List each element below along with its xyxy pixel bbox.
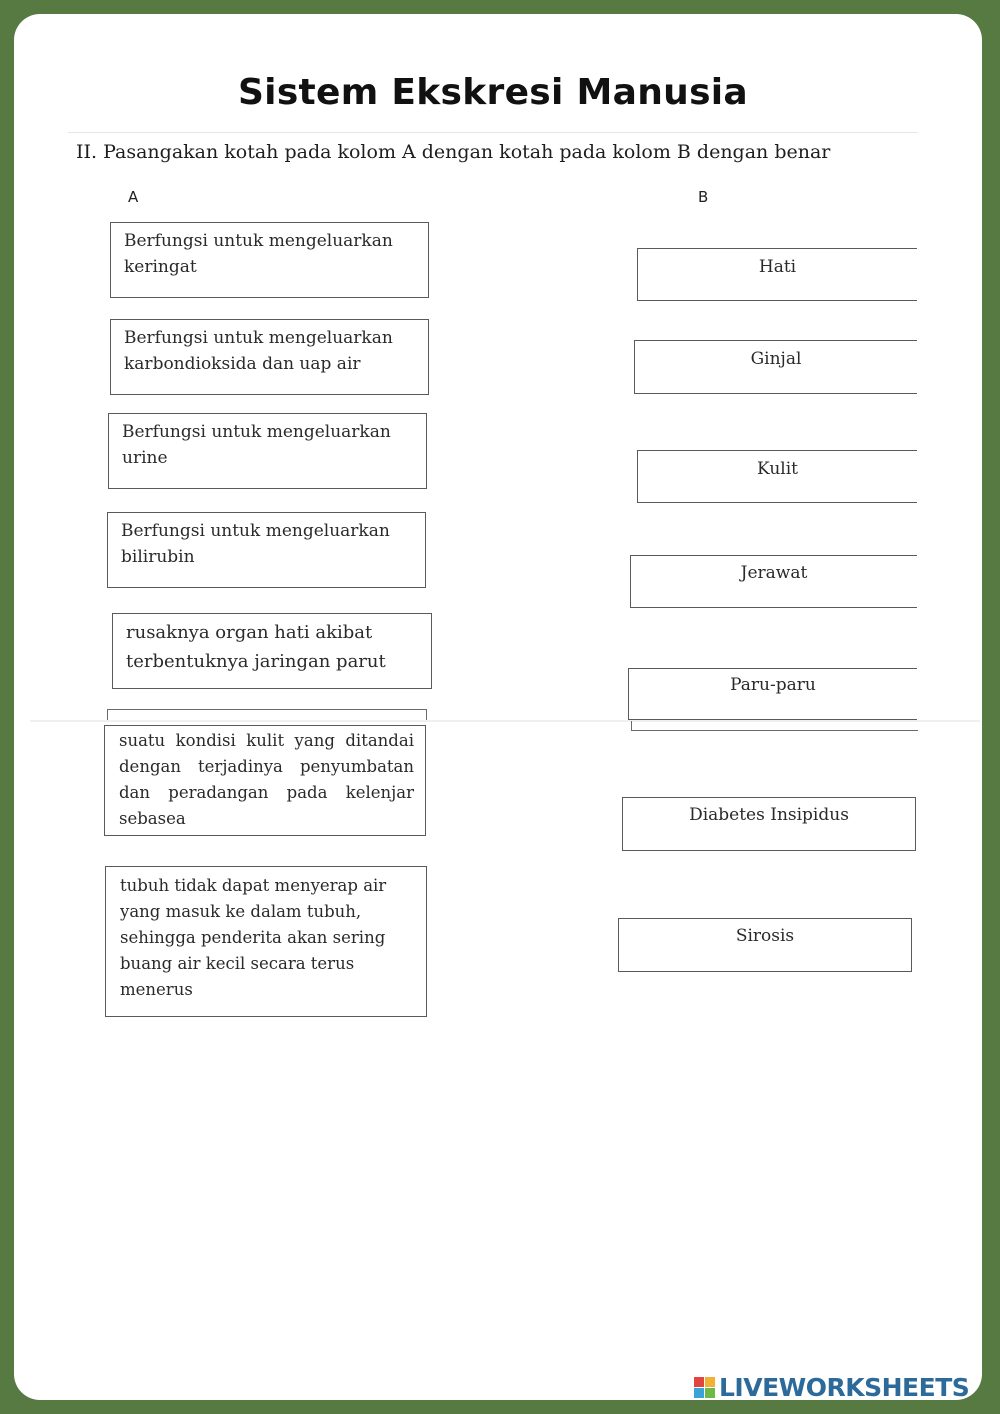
column-a-item-urine[interactable]: Berfungsi untuk mengeluarkan urine — [108, 413, 427, 489]
column-a-heading: A — [128, 188, 139, 206]
column-b-item-jerawat[interactable]: Jerawat — [630, 555, 917, 608]
column-b-item-ginjal[interactable]: Ginjal — [634, 340, 917, 394]
column-a-item-bilirubin[interactable]: Berfungsi untuk mengeluarkan bilirubin — [107, 512, 426, 588]
box-fragment — [631, 721, 918, 731]
column-a-item-sirosis-def[interactable]: rusaknya organ hati akibat terbentuknya jaringan parut — [112, 613, 432, 689]
logo-text: LIVEWORKSHEETS — [719, 1373, 970, 1402]
column-a-item-jerawat-def[interactable]: suatu kondisi kulit yang ditandai dengan terjadinya penyumbatan dan peradangan pada kelenjar sebasea — [104, 725, 426, 836]
column-b-item-sirosis[interactable]: Sirosis — [618, 918, 912, 972]
logo-icon — [694, 1377, 715, 1398]
column-a-item-diabetes-def[interactable]: tubuh tidak dapat menyerap air yang masuk ke dalam tubuh, sehingga penderita akan sering buang air kecil secara terus menerus — [105, 866, 427, 1017]
liveworksheets-logo — [694, 1373, 969, 1402]
column-b-item-kulit[interactable]: Kulit — [637, 450, 917, 503]
column-a-item-keringat[interactable]: Berfungsi untuk mengeluarkan keringat — [110, 222, 429, 298]
column-b-item-paru-paru[interactable]: Paru-paru — [628, 668, 917, 720]
scan-edge-line — [68, 132, 918, 133]
column-b-item-hati[interactable]: Hati — [637, 248, 917, 301]
box-fragment — [107, 709, 427, 720]
page-title: Sistem Ekskresi Manusia — [237, 72, 749, 113]
instruction-text: II. Pasangakan kotah pada kolom A dengan kotah pada kolom B dengan benar — [76, 141, 831, 163]
column-b-item-diabetes-insipidus[interactable]: Diabetes Insipidus — [622, 797, 916, 851]
column-b-heading: B — [698, 188, 709, 206]
column-a-item-karbondioksida[interactable]: Berfungsi untuk mengeluarkan karbondioksida dan uap air — [110, 319, 429, 395]
